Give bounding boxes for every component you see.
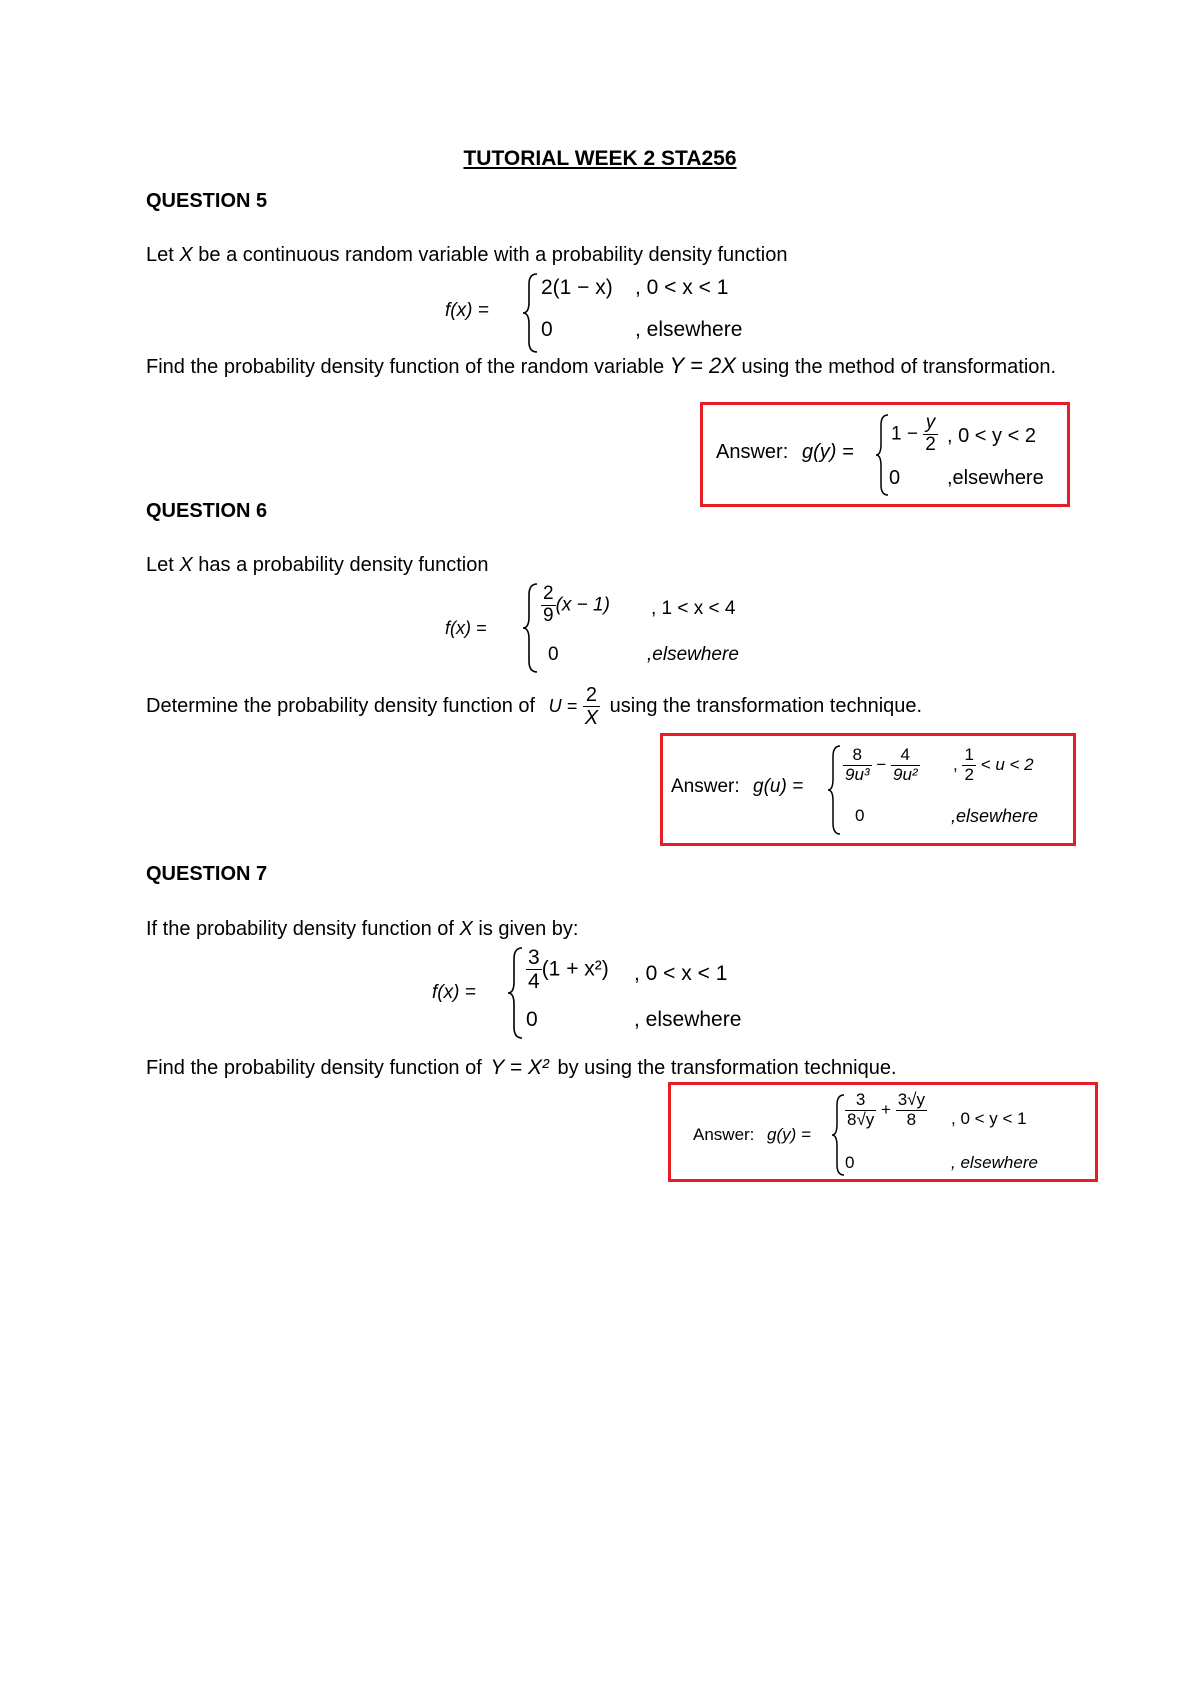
page-title: TUTORIAL WEEK 2 STA256 [463,147,737,170]
q6-fx-lhs: f(x) = [445,618,487,638]
question-6-heading: QUESTION 6 [146,500,268,522]
q6-case1-num: 2 [543,583,554,604]
q7-case1-cond: , 0 < x < 1 [634,962,728,985]
q7-answer-plus: + [881,1100,891,1120]
q7-answer-term1-num: 3 [845,1091,876,1111]
q5-case1-cond: , 0 < x < 1 [635,276,729,299]
q7-case1-expr: (1 + x²) [541,957,609,981]
q7-answer-term1 [845,1091,876,1129]
q5-task-pre: Find the probability density function of the random variable [146,356,665,378]
q7-var: X [459,918,473,940]
q7-task-post: by using the transformation technique. [557,1057,897,1079]
q6-answer-term2-num: 4 [891,746,920,766]
q6-answer-case1 [843,746,920,784]
q6-answer-minus: − [876,755,887,775]
q7-task-eq: Y = X² [490,1056,549,1079]
q7-case1-fraction [526,946,542,993]
q5-task [146,353,1066,380]
q7-answer-case1-cond: , 0 < y < 1 [951,1109,1027,1128]
q6-answer-case2-cond: ,elsewhere [951,806,1039,826]
q7-answer-term2-num: 3√y [897,1090,925,1109]
q7-answer-box [668,1082,1098,1182]
q6-task-fraction [583,684,600,729]
q6-answer-cond-pre: , [953,755,958,775]
q6-pdf-equation [445,582,785,674]
q6-case2-cond: ,elsewhere [647,644,739,665]
q5-answer-fraction [923,413,938,456]
q7-intro [146,918,578,941]
q6-answer-term1-den: 9u³ [845,764,870,784]
q7-answer-term2 [896,1091,927,1129]
q6-answer-case1-cond [953,746,1034,784]
q5-intro [146,244,788,267]
q6-var: X [179,554,193,576]
q6-answer-cond-fraction [962,746,975,784]
q6-task-num: 2 [583,684,600,707]
q7-case1-den: 4 [528,970,540,994]
q6-intro-pre: Let [146,554,180,576]
q7-case1-num: 3 [528,946,540,969]
left-brace-icon [521,582,539,674]
q6-intro [146,554,488,577]
q7-pdf-equation [432,946,792,1040]
q7-answer-case2-cond: , elsewhere [951,1153,1038,1172]
q6-case1-den: 9 [543,604,554,626]
q6-intro-post: has a probability density function [192,554,489,576]
q6-task [146,684,1066,729]
q7-fx-lhs: f(x) = [432,982,476,1003]
q5-answer-label: Answer: [716,441,789,463]
q6-answer-case2-expr: 0 [855,806,865,825]
q5-answer-den: 2 [925,433,936,455]
q5-pdf-equation [445,272,805,354]
q7-answer-case2-expr: 0 [845,1153,855,1172]
q5-intro-post: be a continuous random variable with a probability density function [192,244,788,266]
q7-intro-pre: If the probability density function of [146,918,460,940]
q5-answer-prefix: 1 − [891,423,918,445]
q7-case2-cond: , elsewhere [634,1008,742,1031]
q5-answer-case1 [891,413,938,456]
q6-answer-term1-num: 8 [843,746,872,766]
q6-answer-cond-post: < u < 2 [980,755,1034,775]
left-brace-icon [506,946,524,1040]
left-brace-icon [874,413,890,497]
q5-answer-box [700,402,1070,507]
q5-var: X [179,244,193,266]
q6-answer-box [660,733,1076,846]
q7-intro-post: is given by: [472,918,579,940]
q7-task-pre: Find the probability density function of [146,1057,482,1079]
q6-answer-cond-num: 1 [964,745,974,764]
q6-task-lhs: U = [548,696,578,716]
q5-case2-expr: 0 [541,318,553,341]
q7-answer-label: Answer: [693,1125,755,1144]
question-7-heading: QUESTION 7 [146,863,268,885]
q5-answer-lhs: g(y) = [802,441,854,463]
q7-case1 [526,946,609,993]
q7-task [146,1056,1106,1080]
q7-answer-term2-den: 8 [906,1109,917,1129]
q5-answer-case2-cond: ,elsewhere [947,467,1044,489]
q6-task-pre: Determine the probability density function of [146,695,536,717]
q6-case2-expr: 0 [548,644,559,665]
q5-fx-lhs: f(x) = [445,300,489,321]
q6-case1 [541,584,610,627]
q6-task-den: X [584,707,599,729]
left-brace-icon [826,744,842,836]
q5-case1-expr: 2(1 − x) [541,276,613,299]
left-brace-icon [830,1093,846,1177]
q5-answer-num: y [923,413,938,435]
q6-answer-label: Answer: [671,776,740,797]
q6-answer-term2 [891,746,920,784]
q5-case2-cond: , elsewhere [635,318,743,341]
left-brace-icon [521,272,539,354]
q6-case1-fraction [541,584,556,627]
question-5-heading: QUESTION 5 [146,190,268,212]
q5-task-post: using the method of transformation. [741,356,1057,378]
q7-answer-term1-den: 8√y [847,1109,875,1129]
q6-task-post: using the transformation technique. [609,695,923,717]
q5-task-eq: Y = 2X [669,353,736,378]
q6-answer-term1 [843,746,872,784]
q7-answer-lhs: g(y) = [767,1125,811,1144]
q6-answer-lhs: g(u) = [753,776,804,797]
q6-answer-cond-den: 2 [964,764,974,784]
q6-answer-term2-den: 9u² [892,764,918,784]
q7-answer-case1 [845,1091,927,1129]
q6-case1-cond: , 1 < x < 4 [651,598,736,619]
q6-case1-expr: (x − 1) [555,594,610,616]
q5-answer-case1-cond: , 0 < y < 2 [947,425,1036,447]
q5-intro-pre: Let [146,244,180,266]
q5-answer-case2-expr: 0 [889,467,901,489]
q7-case2-expr: 0 [526,1008,538,1031]
